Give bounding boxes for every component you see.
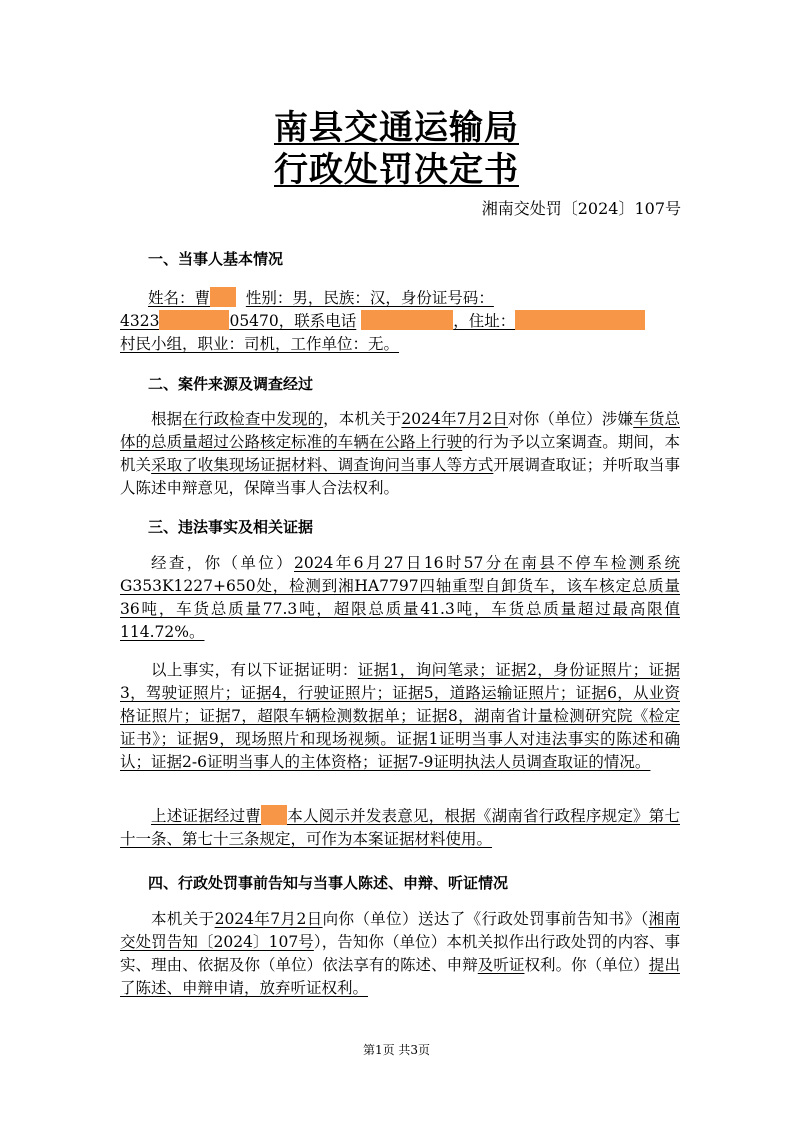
text-fragment: 开展调查取证；并听取当事人陈述申辩意见，保障当事人合法权利。: [120, 456, 680, 497]
notification-number: 湘南交处罚告知〔2024〕107号: [120, 910, 680, 951]
notification-paragraph: [120, 908, 680, 1000]
party-address-label: ，住址：: [453, 312, 516, 330]
text-fragment: 根据: [151, 410, 183, 428]
section-heading-case-source: 二、案件来源及调查经过: [148, 375, 314, 393]
party-id-suffix-phone: 05470，联系电话: [229, 312, 357, 330]
case-source-paragraph: [120, 408, 680, 500]
text-fragment: ），告知你（单位）本机关拟作出行政处罚的内容、事实、理由、依据及你（单位）依法享有的陈述、申辩: [120, 933, 680, 974]
section-heading-party-info: 一、当事人基本情况: [148, 250, 284, 268]
text-fragment: 本机关于: [151, 910, 215, 928]
page-footer: 第1页 共3页: [362, 1043, 431, 1057]
party-gender-ethnic: 性别：男，民族：汉，身份证号码：: [245, 289, 494, 307]
section-heading-facts-evidence: 三、违法事实及相关证据: [148, 518, 314, 536]
document-number: 湘南交处罚〔2024〕107号: [481, 199, 681, 218]
text-fragment: 对你（单位）涉嫌: [507, 410, 634, 428]
party-info-paragraph: [120, 287, 680, 356]
redaction-name: [210, 287, 236, 307]
section-heading-notification: 四、行政处罚事前告知与当事人陈述、申辩、听证情况: [148, 874, 509, 892]
redaction-name-2: [261, 805, 287, 825]
text-fragment: 及听证: [477, 956, 525, 974]
title-agency: 南县交通运输局: [274, 108, 519, 148]
investigation-methods: 采取了收集现场证据材料、调查询问当事人等方式: [151, 456, 494, 474]
party-name-label: 姓名：曹: [148, 289, 211, 307]
party-id-prefix: 4323: [120, 312, 160, 330]
text-fragment: 上述证据经过曹: [151, 807, 262, 825]
evidence-list: 证据1，询问笔录；证据2，身份证照片；证据3，驾驶证照片；证据4，行驶证照片；证据5，道路运输证照片；证据6，从业资格证照片；证据7，超限车辆检测数据单；证据8，湖南省计量检测研究院《检定证书》；证据9，现场照片和现场视频。证据1证明当事人对违法事实的陈述和确认；证据2-6证明当事人的主体资格；证据7-9证明执法人员调查取证的情况。: [120, 661, 680, 771]
violation-description: 车货总体的总质量超过公路核定标准的车辆在公路上行驶: [120, 410, 680, 451]
violation-facts: 2024年6月27日16时57分在南县不停车检测系统G353K1227+650处，检测到湘HA7797四轴重型自卸货车，该车核定总质量36吨，车货总质量77.3吨，超限总质量41.3吨，车货总质量超过最高限值114.72%。: [120, 554, 680, 641]
text-fragment: 权利。你（单位）: [524, 956, 649, 974]
notification-date: 2024年7月2日: [214, 910, 323, 928]
case-date: 2024年7月2日: [401, 410, 508, 428]
party-response: 提出了陈述、申辩申请，放弃听证权利。: [120, 956, 680, 997]
text-fragment: 的行为予以立案调查。期间，本机关: [120, 433, 680, 474]
redaction-id: [159, 310, 229, 330]
evidence-confirmation: 本人阅示并发表意见，根据《湖南省行政程序规定》第七十一条、第七十三条规定，可作为本案证据材料使用。: [120, 807, 680, 848]
facts-paragraph: [120, 552, 680, 644]
redaction-address: [515, 310, 645, 330]
party-occupation: 村民小组，职业：司机，工作单位：无。: [120, 335, 400, 353]
redaction-phone: [361, 310, 453, 330]
text-fragment: 在行政检查中发现的: [182, 410, 324, 428]
text-fragment: ，本机关于: [323, 410, 402, 428]
text-fragment: 以上事实，有以下证据证明：: [151, 661, 358, 679]
text-fragment: 向你（单位）送达了《行政处罚事前告知书》（: [322, 910, 649, 928]
title-document-type: 行政处罚决定书: [274, 150, 519, 190]
evidence-confirmation-paragraph: [120, 805, 680, 851]
evidence-paragraph: [120, 659, 680, 774]
text-fragment: 经查，你（单位）: [151, 554, 294, 572]
